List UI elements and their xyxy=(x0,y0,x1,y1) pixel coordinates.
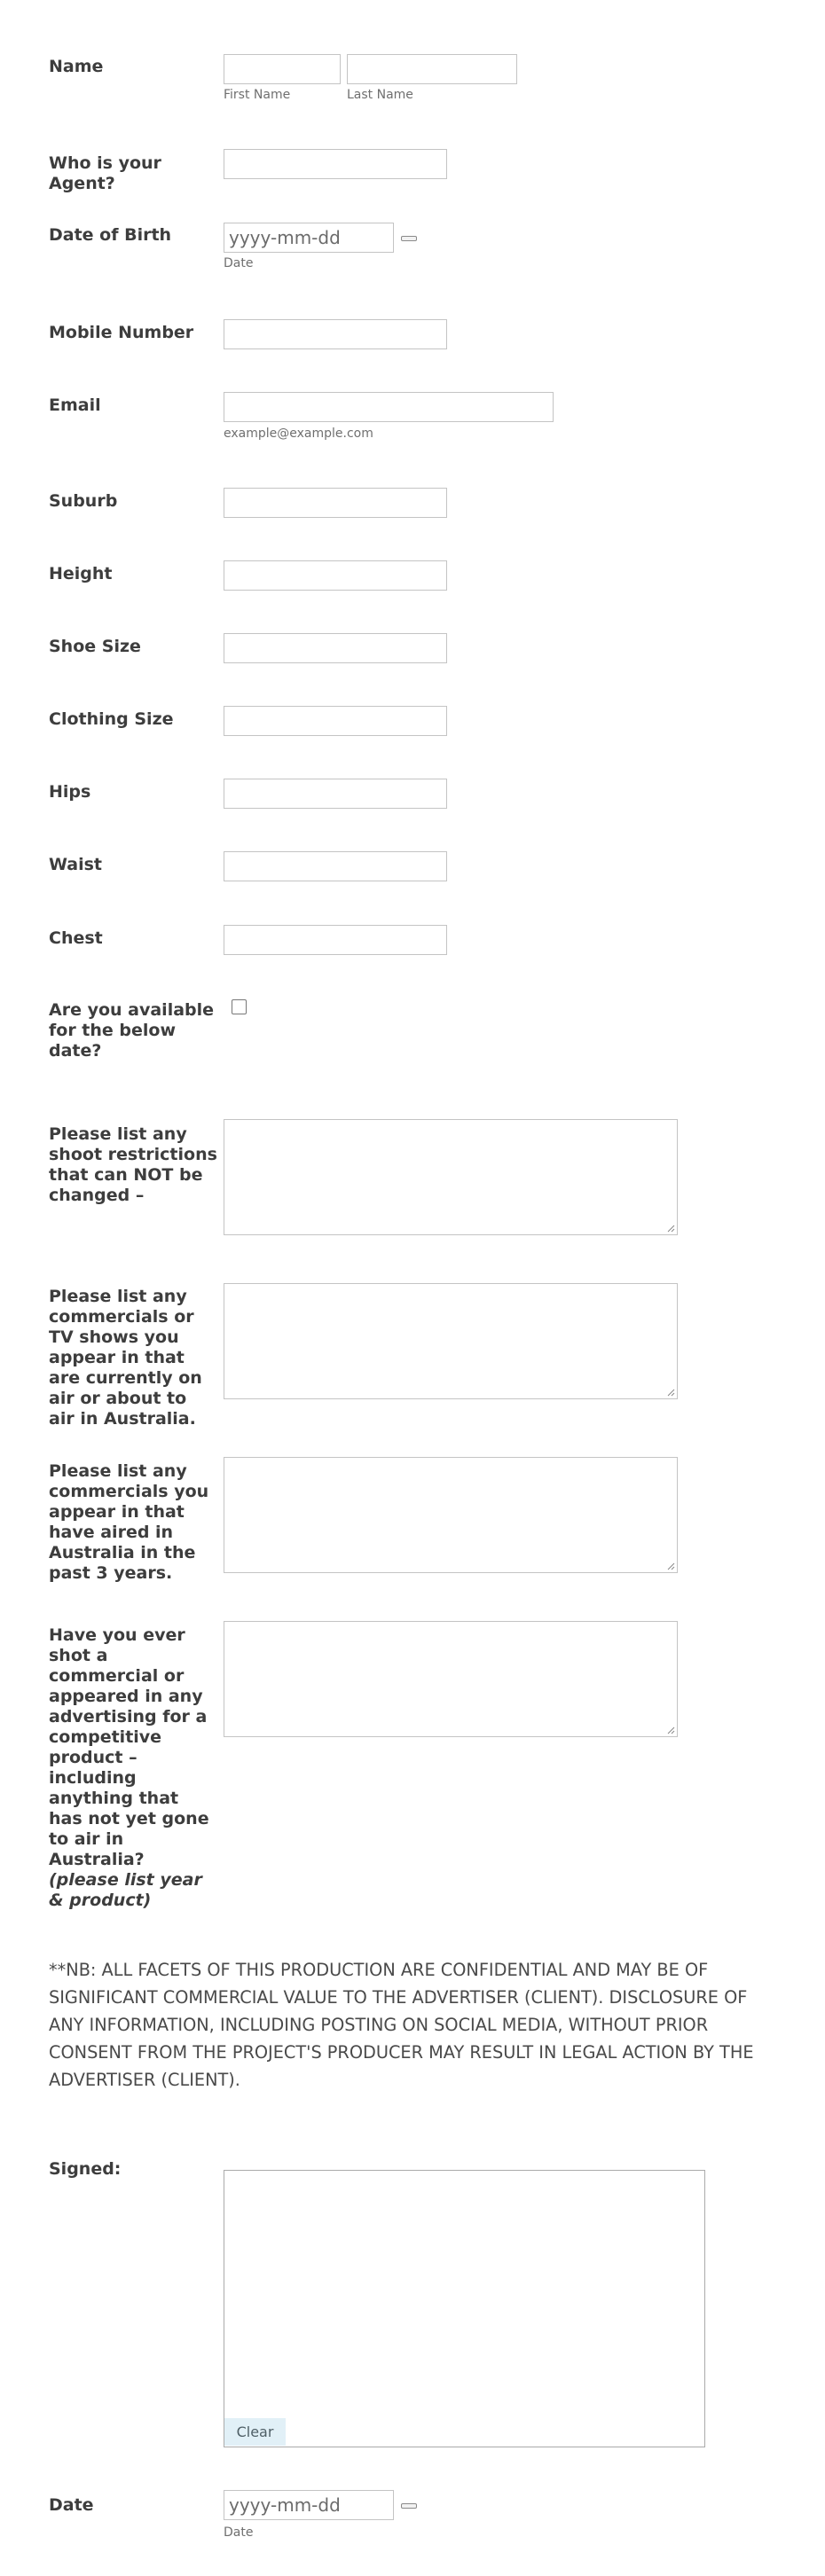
agent-input[interactable] xyxy=(224,149,447,179)
mobile-label: Mobile Number xyxy=(49,323,194,342)
hips-input[interactable] xyxy=(224,779,447,809)
email-input[interactable] xyxy=(224,392,554,422)
resize-grip-icon[interactable] xyxy=(666,1388,675,1397)
last-name-sublabel: Last Name xyxy=(347,88,413,102)
email-sublabel: example@example.com xyxy=(224,427,373,441)
resize-grip-icon[interactable] xyxy=(666,1726,675,1734)
current-commercials-label: Please list any commercials or TV shows you appear in that are currently on air or about to air in Australia. xyxy=(49,1287,202,1429)
competitive-product-label-hint: (please list year & product) xyxy=(49,1870,202,1910)
name-label: Name xyxy=(49,57,104,76)
clothing-size-input[interactable] xyxy=(224,706,447,736)
dob-label: Date of Birth xyxy=(49,225,172,245)
dob-calendar-button[interactable] xyxy=(401,236,417,241)
height-label: Height xyxy=(49,564,113,583)
first-name-sublabel: First Name xyxy=(224,88,291,102)
competitive-product-label xyxy=(49,1625,217,1911)
agent-label: Who is your Agent? xyxy=(49,153,161,193)
waist-input[interactable] xyxy=(224,851,447,881)
dob-sublabel: Date xyxy=(224,256,254,270)
date-label: Date xyxy=(49,2495,94,2515)
last-name-input[interactable] xyxy=(347,54,517,84)
competitive-product-textarea[interactable] xyxy=(224,1621,678,1737)
shoe-size-label: Shoe Size xyxy=(49,637,141,656)
resize-grip-icon[interactable] xyxy=(666,1224,675,1233)
shoe-size-input[interactable] xyxy=(224,633,447,663)
waist-label: Waist xyxy=(49,855,103,874)
past-commercials-label: Please list any commercials you appear in that have aired in Australia in the past 3 years. xyxy=(49,1461,209,1583)
suburb-input[interactable] xyxy=(224,488,447,518)
chest-input[interactable] xyxy=(224,925,447,955)
hips-label: Hips xyxy=(49,782,91,802)
date-sublabel: Date xyxy=(224,2525,254,2540)
first-name-input[interactable] xyxy=(224,54,341,84)
suburb-label: Suburb xyxy=(49,491,118,511)
clothing-size-label: Clothing Size xyxy=(49,709,174,729)
current-commercials-textarea[interactable] xyxy=(224,1283,678,1399)
past-commercials-textarea[interactable] xyxy=(224,1457,678,1573)
chest-label: Chest xyxy=(49,928,103,948)
mobile-input[interactable] xyxy=(224,319,447,349)
competitive-product-label-text: Have you ever shot a commercial or appeared in any advertising for a competitive product – including anything that has not yet gone to air in Australia? xyxy=(49,1625,209,1869)
shoot-restrictions-textarea[interactable] xyxy=(224,1119,678,1235)
height-input[interactable] xyxy=(224,560,447,591)
signed-label: Signed: xyxy=(49,2159,122,2179)
clear-signature-button[interactable]: Clear xyxy=(224,2418,286,2446)
email-label: Email xyxy=(49,395,101,415)
resize-grip-icon[interactable] xyxy=(666,1562,675,1570)
dob-input[interactable] xyxy=(224,223,394,253)
signature-pad[interactable] xyxy=(224,2170,705,2447)
available-checkbox[interactable] xyxy=(232,999,247,1014)
date-input[interactable] xyxy=(224,2490,394,2520)
shoot-restrictions-label: Please list any shoot restrictions that can NOT be changed – xyxy=(49,1124,217,1205)
available-label: Are you available for the below date? xyxy=(49,1000,215,1061)
date-calendar-button[interactable] xyxy=(401,2503,417,2509)
confidentiality-notice: **NB: ALL FACETS OF THIS PRODUCTION ARE CONFIDENTIAL AND MAY BE OF SIGNIFICANT COMMERCIAL VALUE TO THE ADVERTISER (CLIENT). DISCLOSURE OF ANY INFORMATION, INCLUDING POSTING ON SOCIAL MEDIA, WITHOUT PRIOR CONSENT FROM THE PROJECT'S PRODUCER MAY RESULT IN LEGAL ACTION BY THE ADVERTISER (CLIENT). xyxy=(49,1960,754,2090)
